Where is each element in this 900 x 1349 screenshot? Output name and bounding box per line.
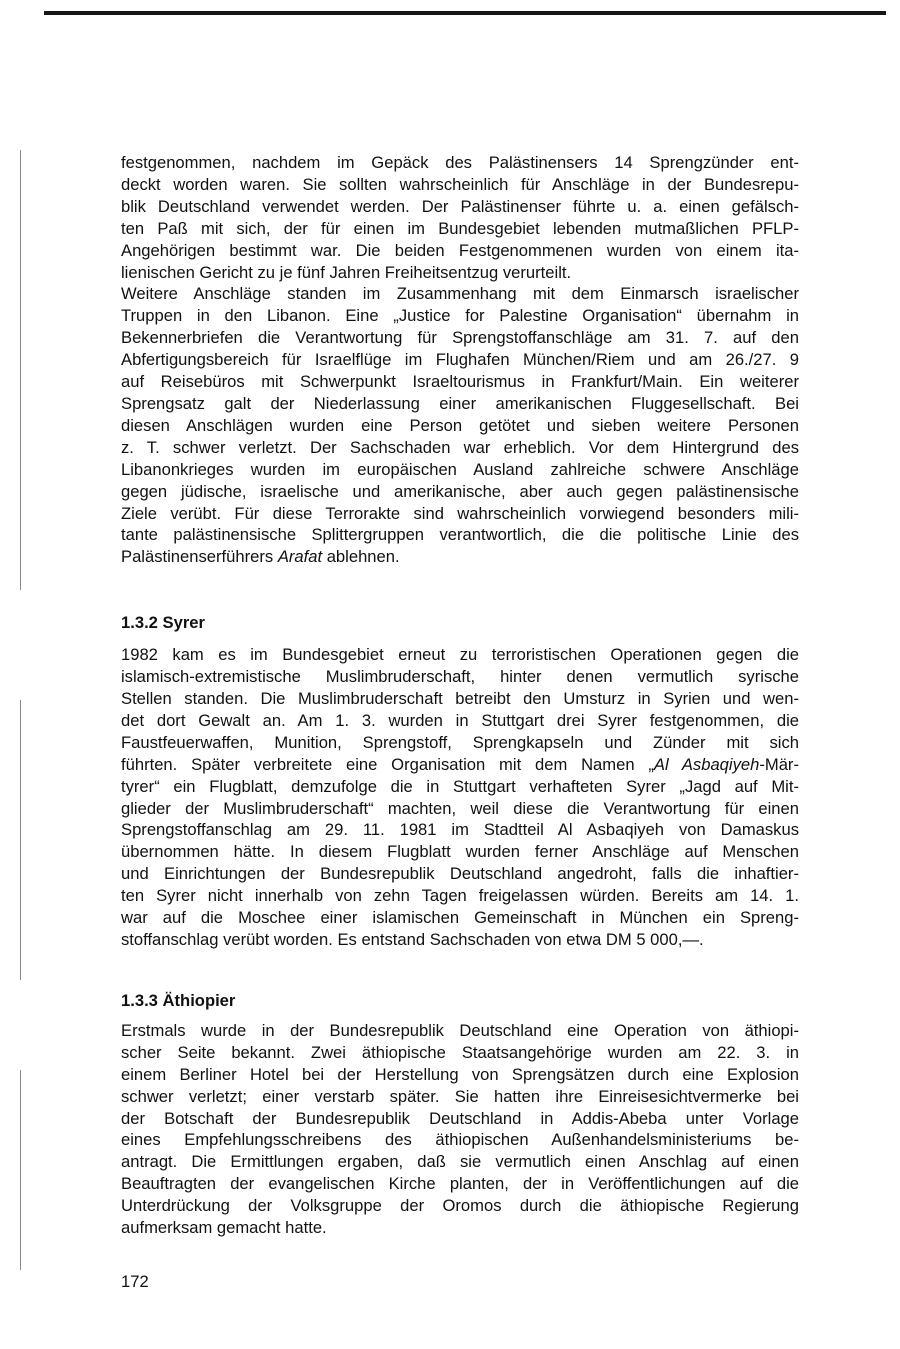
text-line: und Einrichtungen der Bundesrepublik Deutschland angedroht, falls die inhaftier-	[121, 864, 799, 884]
text-line: Unterdrückung der Volksgruppe der Oromos durch die äthiopische Regierung	[121, 1196, 799, 1216]
text-line: Bekennerbriefen die Verantwortung für Sprengstoffanschläge am 31. 7. auf den	[121, 328, 799, 348]
text-line: Angehörigen bestimmt war. Die beiden Festgenommenen wurden von einem ita-	[121, 240, 799, 260]
intro-paragraph	[121, 152, 799, 283]
text-line: gegen jüdische, israelische und amerikanische, aber auch gegen palästinensische	[121, 481, 799, 501]
text-line: einem Berliner Hotel bei der Herstellung von Sprengsätzen durch eine Explosion	[121, 1064, 799, 1084]
margin-mark	[20, 700, 21, 980]
text-line: tante palästinensische Splittergruppen verantwortlich, die die politische Linie des	[121, 525, 799, 545]
text-line: Weitere Anschläge standen im Zusammenhang mit dem Einmarsch israelischer	[121, 284, 799, 304]
text-line: 1982 kam es im Bundesgebiet erneut zu terroristischen Operationen gegen die	[121, 645, 799, 665]
text-line: Beauftragten der evangelischen Kirche planten, der in Veröffentlichungen auf die	[121, 1174, 799, 1194]
text-line: stoffanschlag verübt worden. Es entstand Sachschaden von etwa DM 5 000,—.	[121, 930, 704, 949]
page-number: 172	[121, 1272, 149, 1291]
text-line: Erstmals wurde in der Bundesrepublik Deutschland eine Operation von äthiopi-	[121, 1020, 799, 1040]
text-line: Truppen in den Libanon. Eine „Justice for Palestine Organisation“ übernahm in	[121, 306, 799, 326]
name-al-asbaqiyeh: Al Asbaqiyeh	[653, 754, 760, 774]
attacks-paragraph	[121, 283, 799, 568]
text-line: ten Syrer nicht innerhalb von zehn Tagen freigelassen würden. Bereits am 14. 1.	[121, 886, 799, 906]
aethiopier-paragraph	[121, 1020, 799, 1239]
text-line: deckt worden waren. Sie sollten wahrscheinlich für Anschläge in der Bundesrepu-	[121, 174, 799, 194]
text-line: war auf die Moschee einer islamischen Gemeinschaft in München ein Spreng-	[121, 908, 799, 928]
section-number: 1.3.2	[121, 613, 158, 633]
text-line: Libanonkrieges wurden im europäischen Ausland zahlreiche schwere Anschläge	[121, 459, 799, 479]
syrer-paragraph	[121, 644, 799, 951]
margin-mark	[20, 1070, 21, 1270]
text-line: festgenommen, nachdem im Gepäck des Palästinensers 14 Sprengzünder ent-	[121, 153, 799, 172]
top-rule	[44, 11, 886, 15]
text-line: Palästinenserführers Arafat ablehnen.	[121, 547, 400, 567]
text-line: tyrer“ ein Flugblatt, demzufolge die in Stuttgart verhafteten Syrer „Jagd auf Mit-	[121, 776, 799, 796]
section-heading-syrer	[121, 612, 799, 634]
text-line: lienischen Gericht zu je fünf Jahren Freiheitsentzug verurteilt.	[121, 262, 572, 282]
text-line: Abfertigungsbereich für Israelflüge im Flughafen München/Riem und am 26./27. 9	[121, 350, 799, 370]
text-line: Sprengstoffanschlag am 29. 11. 1981 im Stadtteil Al Asbaqiyeh von Damaskus	[121, 820, 799, 840]
text-line: glieder der Muslimbruderschaft“ machten, weil diese die Verantwortung für einen	[121, 798, 799, 818]
text-line: antragt. Die Ermittlungen ergaben, daß sie vermutlich einen Anschlag auf einen	[121, 1152, 799, 1172]
margin-mark	[20, 150, 21, 590]
text-line: diesen Anschlägen wurden eine Person getötet und sieben weitere Personen	[121, 415, 799, 435]
section-title: Syrer	[162, 613, 205, 633]
text-line: Faustfeuerwaffen, Munition, Sprengstoff, Sprengkapseln und Zünder mit sich	[121, 732, 799, 752]
text-line: Ziele verübt. Für diese Terrorakte sind wahrscheinlich vorwiegend besonders mili-	[121, 503, 799, 523]
text-line: blik Deutschland verwendet werden. Der Palästinenser führte u. a. einen gefälsch-	[121, 196, 799, 216]
text-line: z. T. schwer verletzt. Der Sachschaden war erheblich. Vor dem Hintergrund des	[121, 437, 799, 457]
name-arafat: Arafat	[277, 547, 323, 567]
text-line: übernommen hätte. In diesem Flugblatt wurden ferner Anschläge auf Menschen	[121, 842, 799, 862]
text-line: Sprengsatz galt der Niederlassung einer amerikanischen Fluggesellschaft. Bei	[121, 393, 799, 413]
text-line: der Botschaft der Bundesrepublik Deutschland in Addis-Abeba unter Vorlage	[121, 1108, 799, 1128]
section-number: 1.3.3	[121, 990, 158, 1010]
text-line: auf Reisebüros mit Schwerpunkt Israeltourismus in Frankfurt/Main. Ein weiterer	[121, 372, 799, 392]
text-line: Stellen standen. Die Muslimbruderschaft betreibt den Umsturz in Syrien und wen-	[121, 689, 799, 709]
text-line: det dort Gewalt an. Am 1. 3. wurden in Stuttgart drei Syrer festgenommen, die	[121, 710, 799, 730]
text-line: aufmerksam gemacht hatte.	[121, 1218, 327, 1238]
text-line: schwer verletzt; einer verstarb später. Sie hatten ihre Einreisesichtvermerke bei	[121, 1086, 799, 1106]
section-title: Äthiopier	[162, 990, 236, 1010]
text-line: scher Seite bekannt. Zwei äthiopische Staatsangehörige wurden am 22. 3. in	[121, 1042, 799, 1062]
text-line: führten. Später verbreitete eine Organisation mit dem Namen „Al Asbaqiyeh-Mär-	[121, 754, 799, 774]
page-body	[121, 152, 799, 1239]
text-line: ten Paß mit sich, der für einen im Bundesgebiet lebenden mutmaßlichen PFLP-	[121, 218, 799, 238]
text-line: islamisch-extremistische Muslimbruderschaft, hinter denen vermutlich syrische	[121, 667, 799, 687]
section-heading-aethiopier	[121, 990, 799, 1012]
text-line: eines Empfehlungsschreibens des äthiopischen Außenhandelsministeriums be-	[121, 1130, 799, 1150]
